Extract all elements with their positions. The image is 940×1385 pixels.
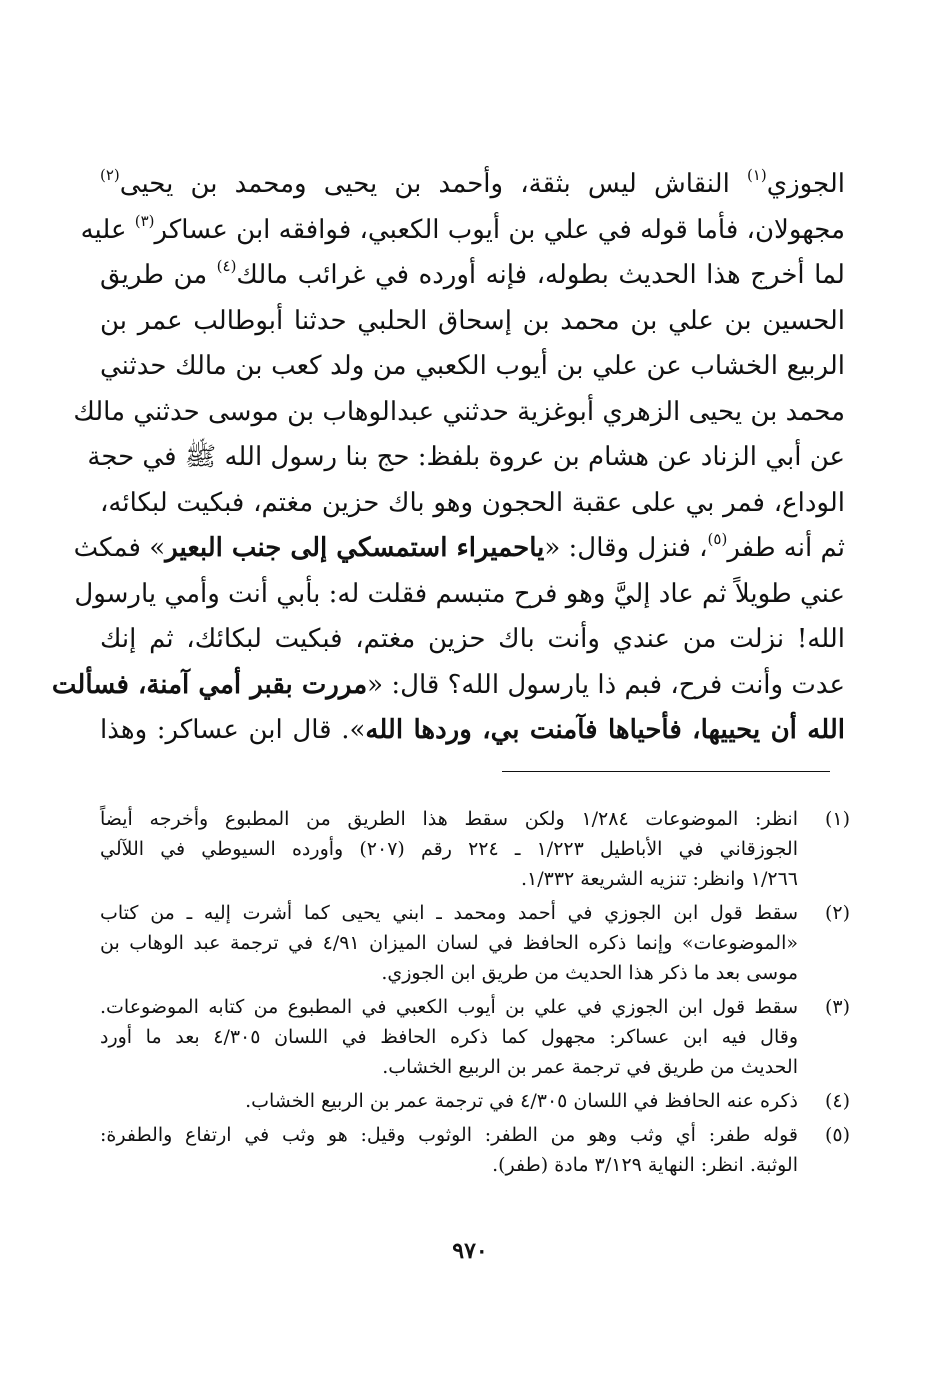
text-line-8: الوداع، فمر بي على عقبة الحجون وهو باك حزين مغتم، فبكيت لبكائه، — [100, 487, 845, 518]
text-segment: ثم أنه طفر — [727, 533, 845, 563]
footnote-number: (٥) — [824, 1124, 850, 1146]
main-text-block — [51, 162, 845, 754]
text-segment: النقاش ليس بثقة، وأحمد بن يحيى ومحمد بن يحيى — [119, 169, 747, 199]
text-line-5: الربيع الخشاب عن علي بن أيوب الكعبي من ولد كعب بن مالك حدثني — [100, 351, 845, 381]
text-line-6: محمد بن يحيى الزهري أبوغزية حدثني عبدالوهاب بن موسى حدثني مالك — [73, 396, 845, 427]
footnote-line: موسى بعد ما ذكر هذا الحديث من طريق ابن الجوزي. — [381, 962, 798, 984]
footnote-number: (٤) — [824, 1090, 850, 1112]
footnote-line: سقط قول ابن الجوزي في أحمد ومحمد ـ ابني يحيى كما أشرت إليه ـ من كتاب — [100, 902, 798, 924]
hadith-quote: مررت بقبر أمي آمنة، فسألت — [51, 669, 368, 700]
hadith-quote: ياحميراء استمسكي إلى جنب البعير — [165, 533, 545, 563]
footnote-line: الوثبة. انظر: النهاية ٣/١٢٩ مادة (طفر). — [492, 1154, 798, 1176]
text-line-12 — [51, 663, 845, 709]
footnote-2 — [100, 898, 850, 988]
page-number: ٩٧٠ — [452, 1238, 488, 1264]
text-line-13 — [100, 708, 845, 754]
footnote-ref-4[interactable]: (٤) — [216, 257, 237, 275]
footnote-1 — [100, 804, 850, 894]
footnote-number: (١) — [824, 808, 850, 830]
text-segment: ، فنزل وقال: « — [544, 533, 708, 563]
footnote-number: (٢) — [824, 902, 850, 924]
footnote-line: الحديث من طريق في ترجمة عمر بن الربيع الخشاب. — [382, 1056, 798, 1078]
footnote-line: الجوزقاني في الأباطيل ١/٢٢٣ ـ ٢٢٤ رقم (٢٠٧) وأورده السيوطي في اللآلي — [100, 838, 799, 860]
text-line-7: عن أبي الزناد عن هشام بن عروة بلفظ: حج بنا رسول الله ﷺ في حجة — [87, 442, 845, 472]
text-line-11: الله! نزلت من عندي وأنت باك حزين مغتم، فبكيت لبكائك، ثم إنك — [100, 624, 845, 654]
text-segment: عليه — [80, 214, 135, 245]
footnote-ref-5[interactable]: (٥) — [707, 530, 728, 548]
footnote-number: (٣) — [824, 996, 850, 1018]
footnote-line: قوله طفر: أي وثب وهو من الطفر: الوثوب وقيل: هو وثب في ارتفاع والطفرة: — [100, 1124, 798, 1146]
text-line-1 — [100, 162, 845, 208]
footnote-ref-2[interactable]: (٢) — [100, 166, 120, 184]
text-segment: مجهولان، فأما قوله في علي بن أيوب الكعبي، فوافقه ابن عساكر — [154, 214, 845, 245]
footnote-3 — [100, 992, 850, 1082]
footnote-ref-3[interactable]: (٣) — [134, 211, 155, 230]
footnote-line: سقط قول ابن الجوزي في علي بن أيوب الكعبي في المطبوع من كتابه الموضوعات. — [100, 996, 798, 1018]
footnotes-section — [100, 804, 850, 1184]
footnote-line: وقال فيه ابن عساكر: مجهول كما ذكره الحافظ في اللسان ٤/٣٠٥ بعد ما أورد — [100, 1026, 799, 1048]
text-segment: » فمكث — [73, 533, 166, 563]
footnote-line: ذكره عنه الحافظ في اللسان ٤/٣٠٥ في ترجمة عمر بن الربيع الخشاب. — [245, 1090, 798, 1112]
text-segment: الجوزي — [766, 169, 845, 199]
text-line-3 — [100, 253, 845, 299]
text-segment: من طريق — [100, 260, 217, 290]
hadith-quote: الله أن يحييها، فأحياها فآمنت بي، وردها الله — [365, 715, 845, 745]
footnote-line: «الموضوعات» وإنما ذكره الحافظ في لسان الميزان ٤/٩١ في ترجمة عبد الوهاب بن — [100, 932, 798, 954]
text-line-4: الحسين بن علي بن محمد بن إسحاق الحلبي حدثنا أبوطالب عمر بن — [100, 305, 845, 336]
text-segment: ». قال ابن عساكر: وهذا — [100, 715, 366, 745]
text-line-10: عني طويلاً ثم عاد إليَّ وهو فرح متبسم فقلت له: بأبي أنت وأمي يارسول — [74, 578, 845, 609]
footnote-ref-1[interactable]: (١) — [746, 166, 767, 184]
footnote-divider — [502, 771, 830, 772]
footnote-line: انظر: الموضوعات ١/٢٨٤ ولكن سقط هذا الطريق من المطبوع وأخرجه أيضاً — [100, 808, 798, 830]
text-segment: عدت وأنت فرح، فبم ذا يارسول الله؟ قال: « — [367, 669, 845, 700]
footnote-5 — [100, 1120, 850, 1180]
footnote-line: ١/٢٦٦ وانظر: تنزيه الشريعة ١/٣٣٢. — [520, 868, 798, 890]
text-line-2 — [80, 208, 845, 254]
text-segment: لما أخرج هذا الحديث بطوله، فإنه أورده في غرائب مالك — [236, 260, 845, 290]
footnote-4 — [100, 1086, 850, 1116]
text-line-9 — [73, 526, 845, 572]
